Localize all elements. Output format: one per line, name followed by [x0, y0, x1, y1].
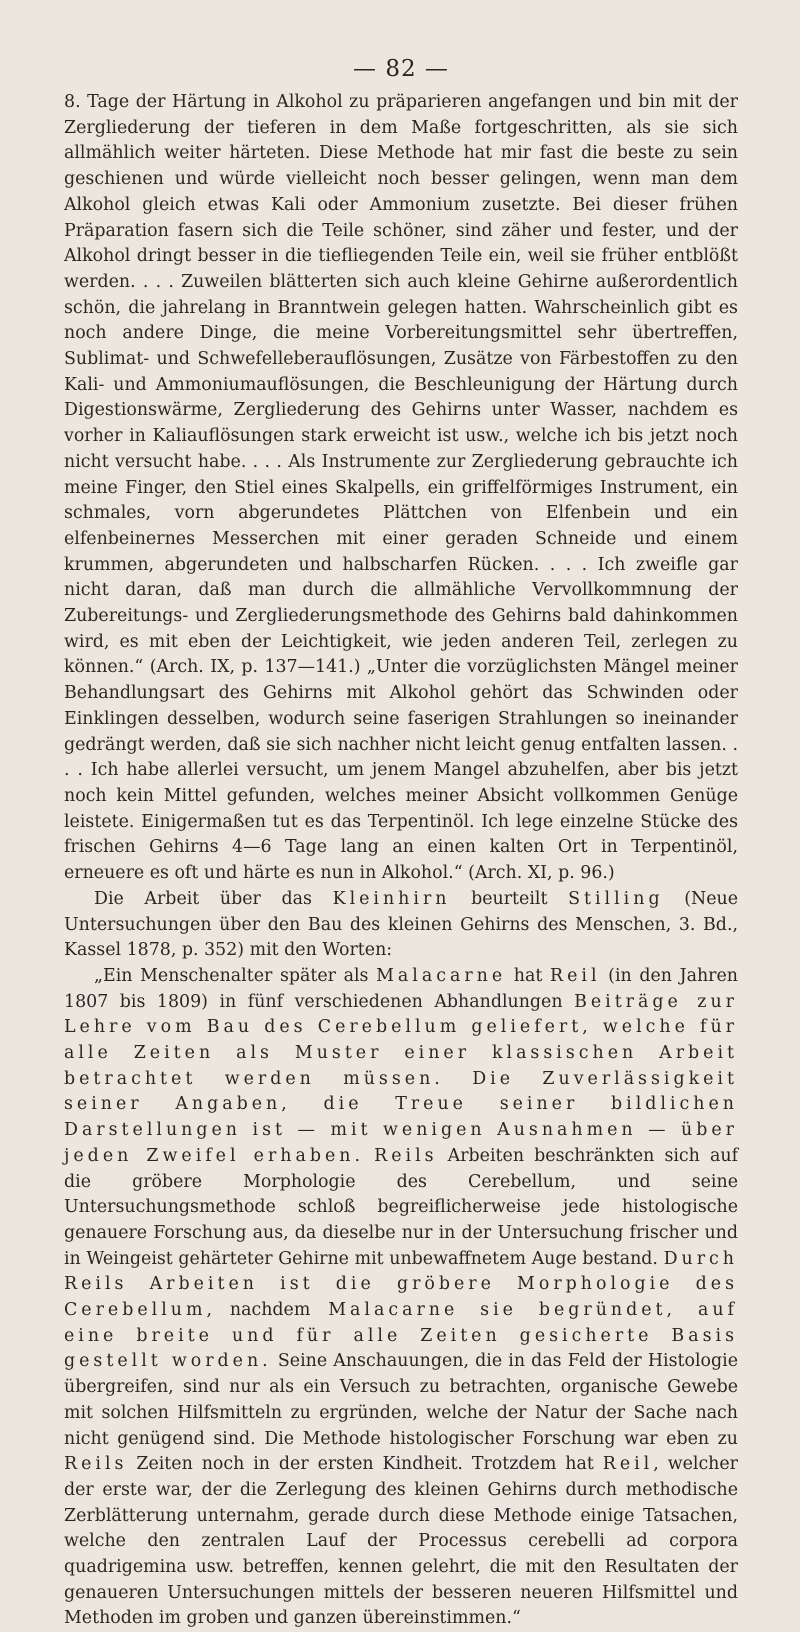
text-segment: hat [506, 965, 551, 986]
spaced-name-reils: Reils [374, 1145, 438, 1166]
spaced-term-kleinhirn: Kleinhirn [332, 888, 451, 909]
page-number: — 82 — [353, 56, 449, 82]
text-segment: (Neue Untersuchungen über den Bau des kleinen Gehirns des Menschen, 3. Bd., Kassel 1878, p. 352) mit den Worten: [64, 888, 739, 961]
text-segment: Arbeiten beschränkten sich auf die gröbere Morphologie des Cerebellum, und seine Untersuchungsmethode schloß begreiflicherweise jede histologische genauere Forschung aus, da dieselbe nur in der Untersuchung frischer und in Weingeist gehärteter Gehirne mit unbewaffnetem Auge bestand. [64, 1145, 738, 1269]
text-segment: (in den Jahren 1807 bis 1809) in fünf verschiedenen Abhandlungen [64, 965, 738, 1012]
paragraph-stilling-intro [64, 887, 738, 964]
text-segment: , nachdem [206, 1300, 329, 1321]
spaced-name-stilling: Stilling [568, 888, 664, 909]
text-segment: Seine Anschauungen, die in das Feld der Histologie übergreifen, sind nur als ein Versuch zu betrachten, organische Gewebe mit solchen Hilfsmitteln zu ergründen, welche der Natur der Sache nach nicht genügend sind. Die Methode histologischer Forschung war eben zu [64, 1351, 739, 1449]
text-segment: , welcher der erste war, der die Zerlegung des kleinen Gehirns durch methodische Zerblätterung unternahm, gerade durch diese Methode einige Tatsachen, welche den zentralen Lauf der Processus cerebelli ad corpora quadrigemina usw. betreffen, kennen gelehrt, die mit den Resultaten der genaueren Untersuchungen mittels der besseren neueren Hilfsmittel und Methoden im groben und ganzen übereinstimmen.“ [64, 1454, 738, 1629]
spaced-emphasis: Durch Reils Arbeiten ist die gröbere Morphologie des Cerebellum [64, 1248, 738, 1321]
spaced-name-malacarne: Malacarne [376, 965, 507, 986]
spaced-emphasis: Beiträge zur Lehre vom Bau des Cerebellum geliefert, welche für alle Zeiten als Muster einer klassischen Arbeit betrachtet werden müssen. Die Zuverlässigkeit seiner Angaben, die Treue seiner bildlichen Darstellungen ist — mit wenigen Ausnahmen — über jeden Zweifel erhaben. [64, 991, 738, 1166]
paragraph-reil-methods-quote: 8. Tage der Härtung in Alkohol zu präparieren angefangen und bin mit der Zergliederung der tieferen in dem Maße fortgeschritten, als sie sich allmählich weiter härteten. Diese Methode hat mir fast die beste zu sein geschienen und würde vielleicht noch besser gelingen, wenn man dem Alkohol gleich etwas Kali oder Ammonium zusetzte. Bei dieser frühen Präparation fasern sich die Teile schöner, sind zäher und fester, und der Alkohol dringt besser in die tiefliegenden Teile ein, weil sie früher entblößt werden. . . . Zuweilen blätterten sich auch kleine Gehirne außerordentlich schön, die jahrelang in Branntwein gelegen hatten. Wahrscheinlich gibt es noch andere Dinge, die meine Vorbereitungsmittel sehr übertreffen, Sublimat- und Schwefelleberauflösungen, Zusätze von Färbestoffen zu den Kali- und Ammoniumauflösungen, die Beschleunigung der Härtung durch Digestionswärme, Zergliederung des Gehirns unter Wasser, nachdem es vorher in Kaliauflösungen stark erweicht ist usw., welche ich bis jetzt noch nicht versucht habe. . . . Als Instrumente zur Zergliederung gebrauchte ich meine Finger, den Stiel eines Skalpells, ein griffelförmiges Instrument, ein schmales, vorn abgerundetes Plättchen von Elfenbein und ein elfenbeinernes Messerchen mit einer geraden Schneide und einem krummen, abgerundeten und halbscharfen Rücken. . . . Ich zweifle gar nicht daran, daß man durch die allmähliche Vervollkommnung der Zubereitungs- und Zergliederungsmethode des Gehirns bald dahinkommen wird, es mit eben der Leichtigkeit, wie jeden anderen Teil, zerlegen zu können.“ (Arch. IX, p. 137—141.) „Unter die vorzüglichsten Mängel meiner Behandlungsart des Gehirns mit Alkohol gehört das Schwinden oder Einklingen desselben, wodurch seine faserigen Strahlungen so ineinander gedrängt werden, daß sie sich nachher nicht leicht genug entfalten lassen. . . . Ich habe allerlei versucht, um jenem Mangel abzuhelfen, aber bis jetzt noch kein Mittel gefunden, welches meiner Absicht vollkommen Genüge leistete. Einigermaßen tut es das Terpentinöl. Ich lege einzelne Stücke des frischen Gehirns 4—6 Tage lang an einen kalten Ort in Terpentinöl, erneuere es oft und härte es nun in Alkohol.“ (Arch. XI, p. 96.) [64, 92, 738, 884]
book-page [64, 54, 738, 1632]
paragraph-stilling-quote [64, 964, 738, 1632]
text-segment: Zeiten noch in der ersten Kindheit. Trotzdem hat [127, 1454, 603, 1475]
text-segment: beurteilt [450, 888, 569, 909]
spaced-name-reils: Reils [64, 1454, 128, 1475]
spaced-name-reil: Reil [602, 1454, 654, 1475]
text-segment [364, 1146, 374, 1166]
text-segment: Die Arbeit über das [94, 888, 333, 909]
spaced-name-reil: Reil [550, 965, 601, 986]
spaced-emphasis: Malacarne sie begründet, auf eine breite und für alle Zeiten gesicherte Basis gestellt worden. [64, 1300, 738, 1372]
text-segment: „Ein Menschenalter später als [94, 965, 377, 986]
